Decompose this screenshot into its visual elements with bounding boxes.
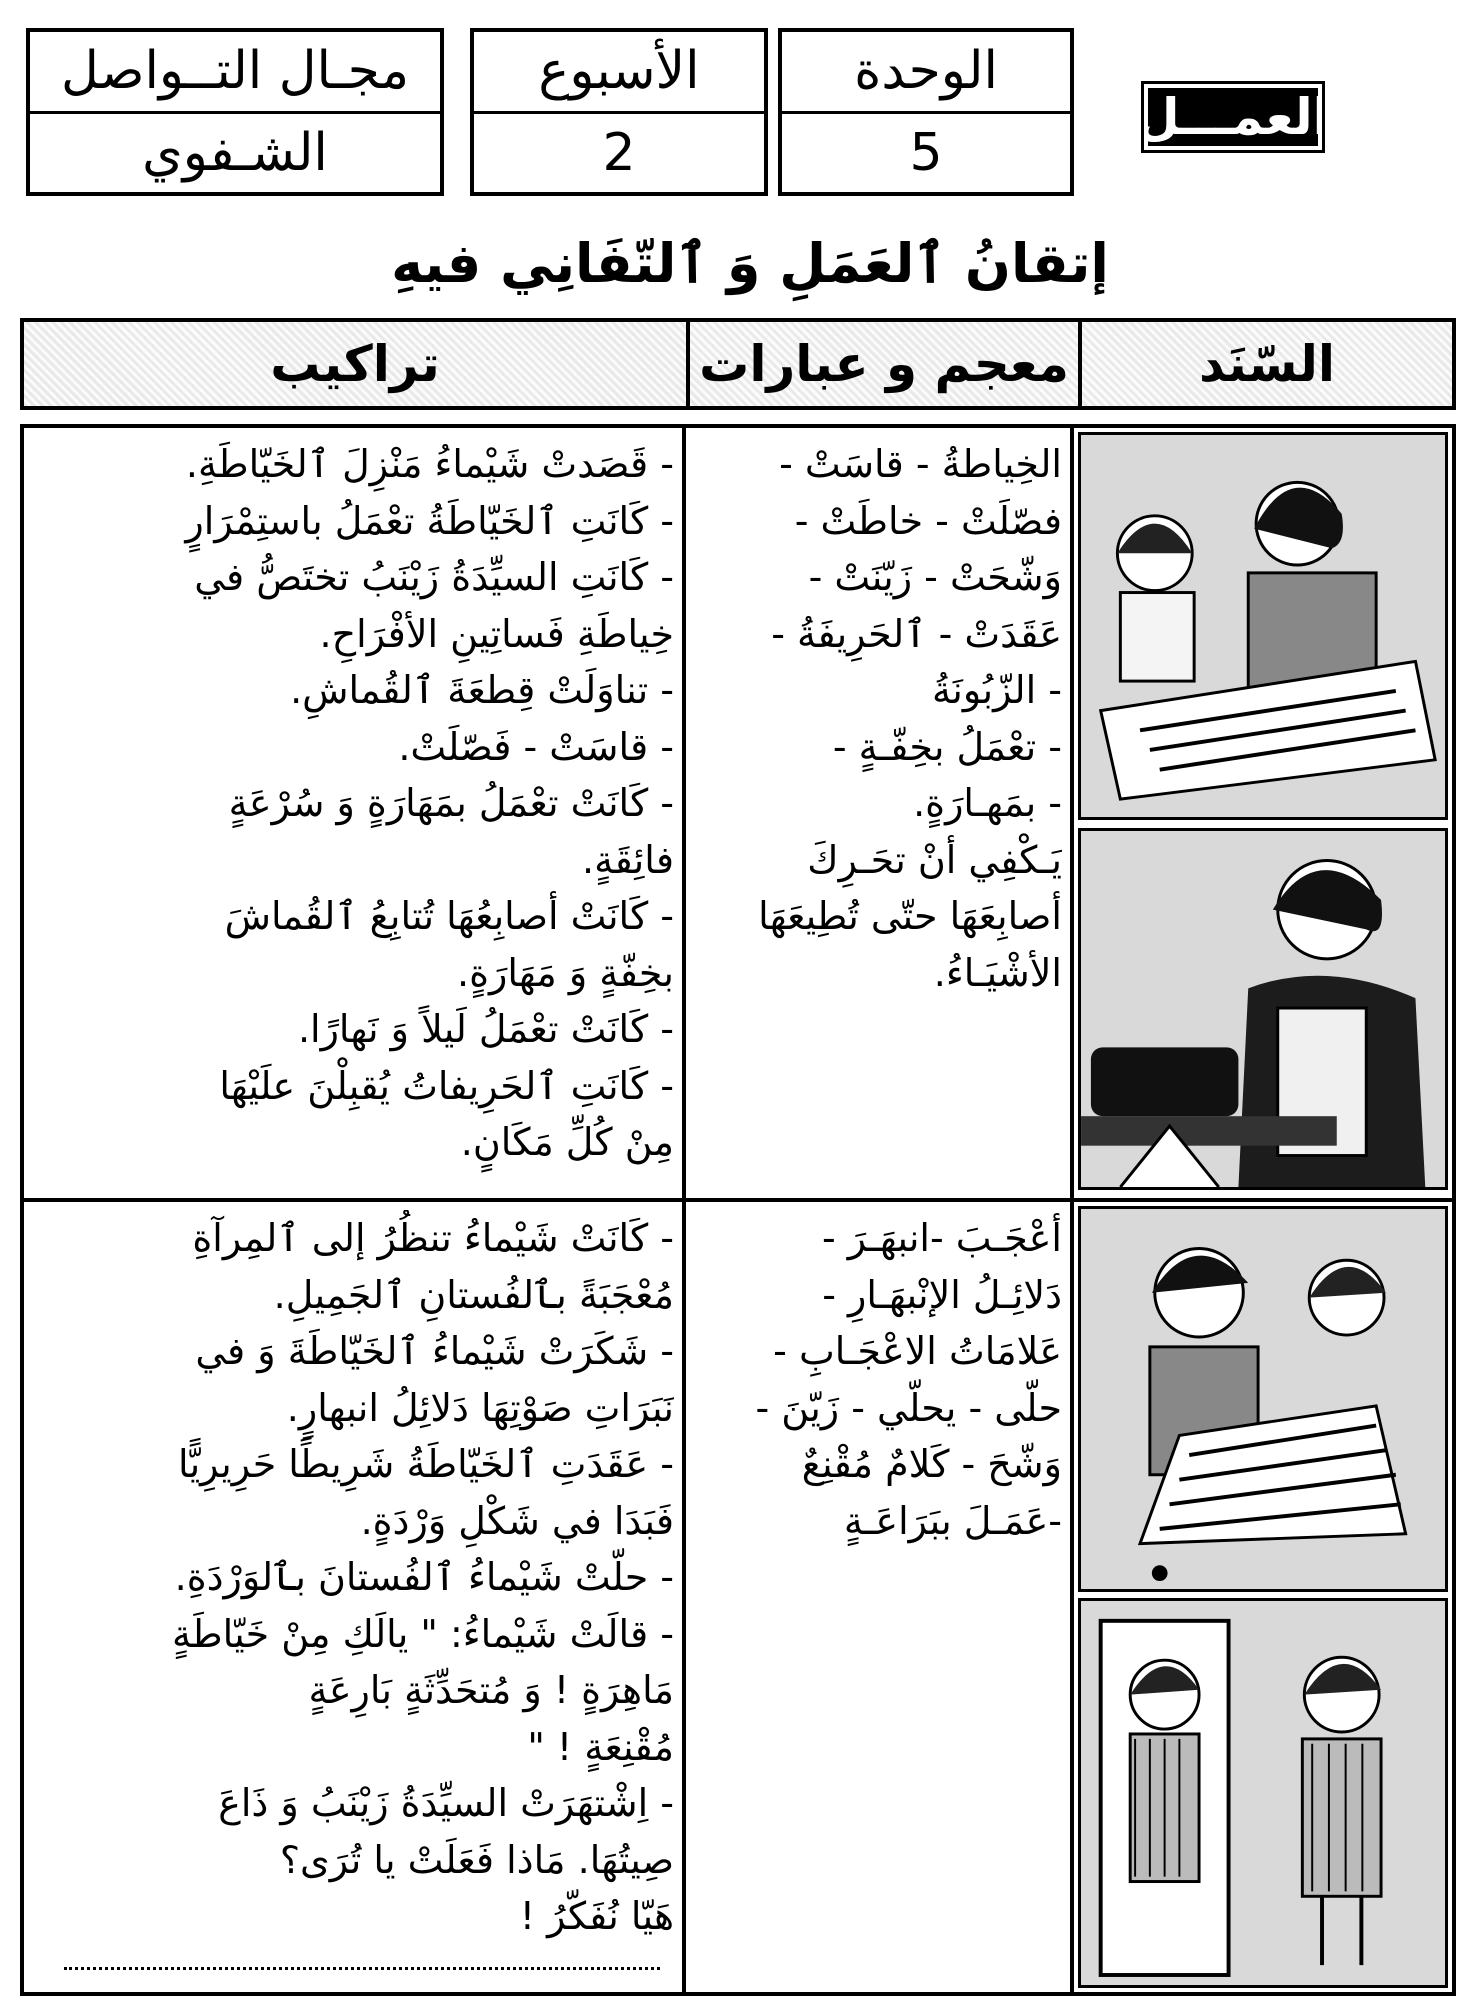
week-label: الأسبوع xyxy=(474,32,764,114)
vocab-line: - تعْمَلُ بخِفّـةٍ - xyxy=(832,724,1062,769)
dotted-answer-line xyxy=(64,1966,660,1970)
structure-line: - كَانَتْ أصابِعُهَا تُتابِعُ ٱلقُماشَ xyxy=(224,894,674,938)
structure-line: - كَانَتْ شَيْماءُ تنظُرُ إلى ٱلمِرآةِ xyxy=(192,1216,674,1260)
vocab-line: حلّى - يحلّي - زَيّنَ - xyxy=(755,1385,1062,1430)
structure-line: - قالَتْ شَيْماءُ: " يالَكِ مِنْ خَيّاطَةٍ xyxy=(171,1611,674,1656)
structure-line: - حلّتْ شَيْماءُ ٱلفُستانَ بٱلوَرْدَةِ. xyxy=(174,1555,674,1599)
vocab-line: فصّلَتْ - خاطَتْ - xyxy=(794,498,1062,543)
structure-line: - عَقَدَتِ ٱلخَيّاطَةُ شَرِيطًا حَرِيرِيًّا xyxy=(178,1442,674,1486)
structure-line: - كَانَتْ تعْمَلُ بمَهَارَةٍ وَ سُرْعَةٍ xyxy=(228,781,674,825)
structure-line: صِيتُهَا. مَاذا فَعَلَتْ يا تُرَى؟ xyxy=(279,1837,674,1882)
structure-line: - قَصَدتْ شَيْماءُ مَنْزِلَ ٱلخَيّاطَةِ. xyxy=(185,442,674,486)
vocab-line: دَلائِـلُ الإنْبهَـارِ - xyxy=(822,1272,1062,1317)
vocab-line: -عَمَـلَ ببَرَاعَـةٍ xyxy=(843,1498,1062,1543)
week-cell xyxy=(470,28,768,196)
section1-structures xyxy=(140,436,674,1176)
field-line1: مجـال التــواصل xyxy=(30,32,440,114)
tailor-fitting-dress-icon xyxy=(1081,1209,1445,1589)
structure-line: هَيّا نُفَكّرُ ! xyxy=(519,1894,674,1938)
structure-line: - كَانَتِ ٱلحَرِيفاتُ يُقبِلْنَ علَيْهَا xyxy=(219,1063,674,1108)
vocab-line: عَقَدَتْ - ٱلحَرِيفَةُ - xyxy=(771,611,1062,656)
domain-label: العمـــل xyxy=(1136,88,1330,146)
woman-and-girl-with-fabric-icon xyxy=(1081,435,1445,817)
structure-line: - اِشْتهَرَتْ السيِّدَةُ زَيْنَبُ وَ ذَاعَ xyxy=(218,1781,674,1825)
column-divider-right xyxy=(1070,424,1074,1996)
field-line2: الشـفوي xyxy=(142,122,328,183)
unit-value: 5 xyxy=(909,122,943,183)
domain-badge xyxy=(1136,88,1330,146)
header-structures: تراكيب xyxy=(270,335,440,393)
header-source: السّنَد xyxy=(1078,322,1452,406)
week-value: 2 xyxy=(602,122,636,183)
header-vocab: معجم و عبارات xyxy=(686,322,1078,406)
section1-vocab xyxy=(690,436,1062,996)
vocab-line: الخِياطةُ - قاسَتْ - xyxy=(779,442,1062,486)
section2-vocab xyxy=(690,1210,1062,1570)
column-header xyxy=(20,318,1456,410)
column-divider-left xyxy=(682,424,686,1996)
vocab-line: وَشّحَ - كَلامٌ مُقْنِعٌ xyxy=(801,1442,1062,1486)
vocab-line: أعْجَـبَ -انبهَـرَ - xyxy=(821,1216,1062,1260)
vocab-line: أصابِعَهَا حتّى تُطِيعَهَا xyxy=(758,894,1062,938)
vocab-line: الأشْيَـاءُ. xyxy=(933,950,1062,995)
structure-line: خِياطَةِ فَساتِينِ الأفْرَاحِ. xyxy=(319,611,674,656)
structure-line: فَبَدَا في شَكْلِ وَرْدَةٍ. xyxy=(360,1498,674,1543)
vocab-line: عَلامَاتُ الاعْجَـابِ - xyxy=(773,1329,1062,1373)
structure-line: مِنْ كُلِّ مَكَانٍ. xyxy=(460,1120,674,1164)
unit-label: الوحدة xyxy=(782,32,1070,114)
illustration-3 xyxy=(1078,1206,1448,1592)
structure-line: - كَانَتِ السيِّدَةُ زَيْنَبُ تختَصُّ في xyxy=(194,555,674,599)
field-cell xyxy=(26,28,444,196)
structure-line: مُعْجَبَةً بٱلفُستانِ ٱلجَمِيلِ. xyxy=(273,1272,674,1317)
structure-line: - كَانَتْ تعْمَلُ لَيلاً وَ نَهارًا. xyxy=(297,1007,674,1051)
illustration-1 xyxy=(1078,432,1448,820)
vocab-line: - الزّبُونَةُ xyxy=(931,668,1062,712)
structure-line: فائِقَةٍ. xyxy=(582,837,674,882)
structure-line: - شَكَرَتْ شَيْماءُ ٱلخَيّاطَةَ وَ في xyxy=(195,1329,674,1373)
vocab-line: وَشّحَتْ - زَيّنَتْ - xyxy=(808,555,1062,599)
vocab-line: - بمَهـارَةٍ. xyxy=(913,781,1062,825)
structure-line: مُقْنِعَةٍ ! " xyxy=(527,1724,674,1769)
illustration-4 xyxy=(1078,1598,1448,1988)
section2-structures xyxy=(140,1210,674,1950)
structure-line: بخِفّةٍ وَ مَهَارَةٍ. xyxy=(457,950,674,995)
illustration-2 xyxy=(1078,828,1448,1190)
structure-line: - تناوَلَتْ قِطعَةَ ٱلقُماشِ. xyxy=(290,668,674,712)
structure-line: نَبَرَاتِ صَوْتِهَا دَلائِلُ انبهارٍ. xyxy=(286,1385,674,1430)
woman-at-sewing-machine-icon xyxy=(1081,831,1445,1187)
section-divider xyxy=(20,1198,1456,1202)
girl-in-mirror-icon xyxy=(1081,1601,1445,1985)
structure-line: - قاسَتْ - فَصّلَتْ. xyxy=(398,724,674,769)
structure-line: - كَانَتِ ٱلخَيّاطَةُ تعْمَلُ باستِمْرَارٍ xyxy=(185,498,674,543)
vocab-line: يَـكْفِي أنْ تحَـرِكَ xyxy=(807,837,1062,882)
unit-cell xyxy=(778,28,1074,196)
lesson-title: إتقانُ ٱلعَمَلِ وَ ٱلتّفَانِي فيهِ xyxy=(391,232,1109,295)
structure-line: مَاهِرَةٍ ! وَ مُتحَدِّثَةٍ بَارِعَةٍ xyxy=(308,1668,674,1712)
